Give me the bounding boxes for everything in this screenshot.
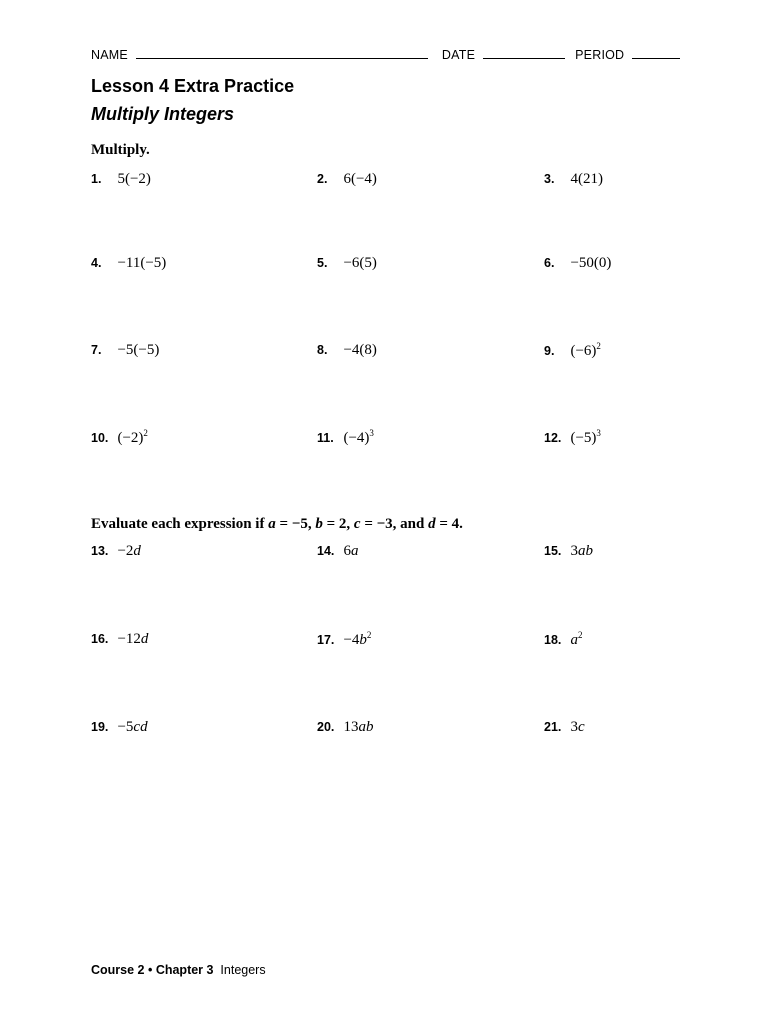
problem-expression: −6(5) [343,255,377,271]
problem-number: 2. [317,172,328,186]
problem-coefficient: −2 [117,543,134,559]
var-d: d [428,516,436,532]
problem-number: 15. [544,544,562,558]
problem-15 [544,542,593,560]
problem-number: 21. [544,720,562,734]
problem-variable: c [577,719,585,735]
problem-5 [317,254,377,272]
problem-number: 20. [317,720,335,734]
footer-topic: Integers [220,963,266,977]
problem-variable: ab [577,543,593,559]
problem-coefficient: 13 [343,719,359,735]
problem-7 [91,341,159,359]
problem-exponent: 2 [577,630,583,640]
problem-variable: d [140,631,149,647]
problem-coefficient: 3 [570,719,578,735]
problem-exponent: 3 [596,428,601,438]
problem-number: 6. [544,256,555,270]
period-field[interactable] [632,46,680,59]
instruction-text: = 4. [435,516,463,532]
problem-expression: −5(−5) [117,342,160,358]
problem-1 [91,170,151,188]
problem-exponent: 3 [369,428,374,438]
problem-base: (−4) [343,430,370,446]
problem-18 [544,630,582,649]
var-b: b [315,516,323,532]
problem-13 [91,542,141,560]
problem-20 [317,718,373,736]
problem-8 [317,341,377,359]
problem-11 [317,428,374,447]
problem-number: 10. [91,431,109,445]
problem-number: 4. [91,256,102,270]
problem-number: 3. [544,172,555,186]
problem-expression: −11(−5) [117,255,167,271]
section-evaluate-instruction [91,516,463,533]
problem-number: 14. [317,544,335,558]
problem-number: 7. [91,343,102,357]
problem-variable: a [570,632,578,648]
problem-variable: d [133,543,141,559]
problem-coefficient: 6 [343,543,351,559]
problem-number: 17. [317,633,335,647]
problem-base: (−2) [117,430,144,446]
problem-base: (−5) [570,430,597,446]
problem-9 [544,341,601,360]
problem-2 [317,170,377,188]
date-field[interactable] [483,46,565,59]
problem-exponent: 2 [366,630,372,640]
instruction-text: = −5, [275,516,316,532]
problem-number: 18. [544,633,562,647]
problem-4 [91,254,166,272]
instruction-text: = −3, and [360,516,429,532]
problem-expression: 5(−2) [117,171,151,187]
problem-base: (−6) [570,343,597,359]
problem-number: 1. [91,172,102,186]
problem-exponent: 2 [596,341,601,351]
problem-number: 5. [317,256,328,270]
name-label: NAME [91,48,128,62]
instruction-text: Evaluate each expression if [91,516,269,532]
problem-number: 11. [317,431,334,445]
problem-16 [91,630,148,648]
var-c: c [353,516,361,532]
problem-number: 19. [91,720,109,734]
section-multiply-instruction: Multiply. [91,142,150,158]
problem-21 [544,718,585,736]
instruction-text: = 2, [322,516,354,532]
problem-coefficient: 3 [570,543,578,559]
problem-19 [91,718,148,736]
header-row [91,46,688,62]
problem-number: 13. [91,544,109,558]
problem-number: 8. [317,343,328,357]
problem-expression: 4(21) [570,171,603,187]
problem-coefficient: −4 [343,632,360,648]
problem-3 [544,170,603,188]
problem-14 [317,542,358,560]
problem-expression: −4(8) [343,342,377,358]
date-label: DATE [441,48,476,62]
problem-number: 12. [544,431,562,445]
problem-12 [544,428,601,447]
problem-6 [544,254,611,272]
page-subtitle: Multiply Integers [91,104,235,124]
problem-expression: −50(0) [570,255,612,271]
problem-exponent: 2 [143,428,148,438]
problem-expression: 6(−4) [343,171,377,187]
problem-coefficient: −5 [117,719,134,735]
page-title: Lesson 4 Extra Practice [91,76,295,96]
problem-variable: a [350,543,359,559]
problem-variable: b [359,632,367,648]
problem-variable: ab [358,719,374,735]
problem-variable: cd [133,719,148,735]
var-a: a [268,516,276,532]
problem-number: 16. [91,632,109,646]
problem-number: 9. [544,344,555,358]
problem-coefficient: −12 [117,631,141,647]
name-field[interactable] [136,46,428,59]
problem-17 [317,630,371,649]
page-footer [91,963,266,977]
period-label: PERIOD [575,48,625,62]
problem-10 [91,428,148,447]
footer-course: Course 2 • Chapter 3 [91,963,214,977]
